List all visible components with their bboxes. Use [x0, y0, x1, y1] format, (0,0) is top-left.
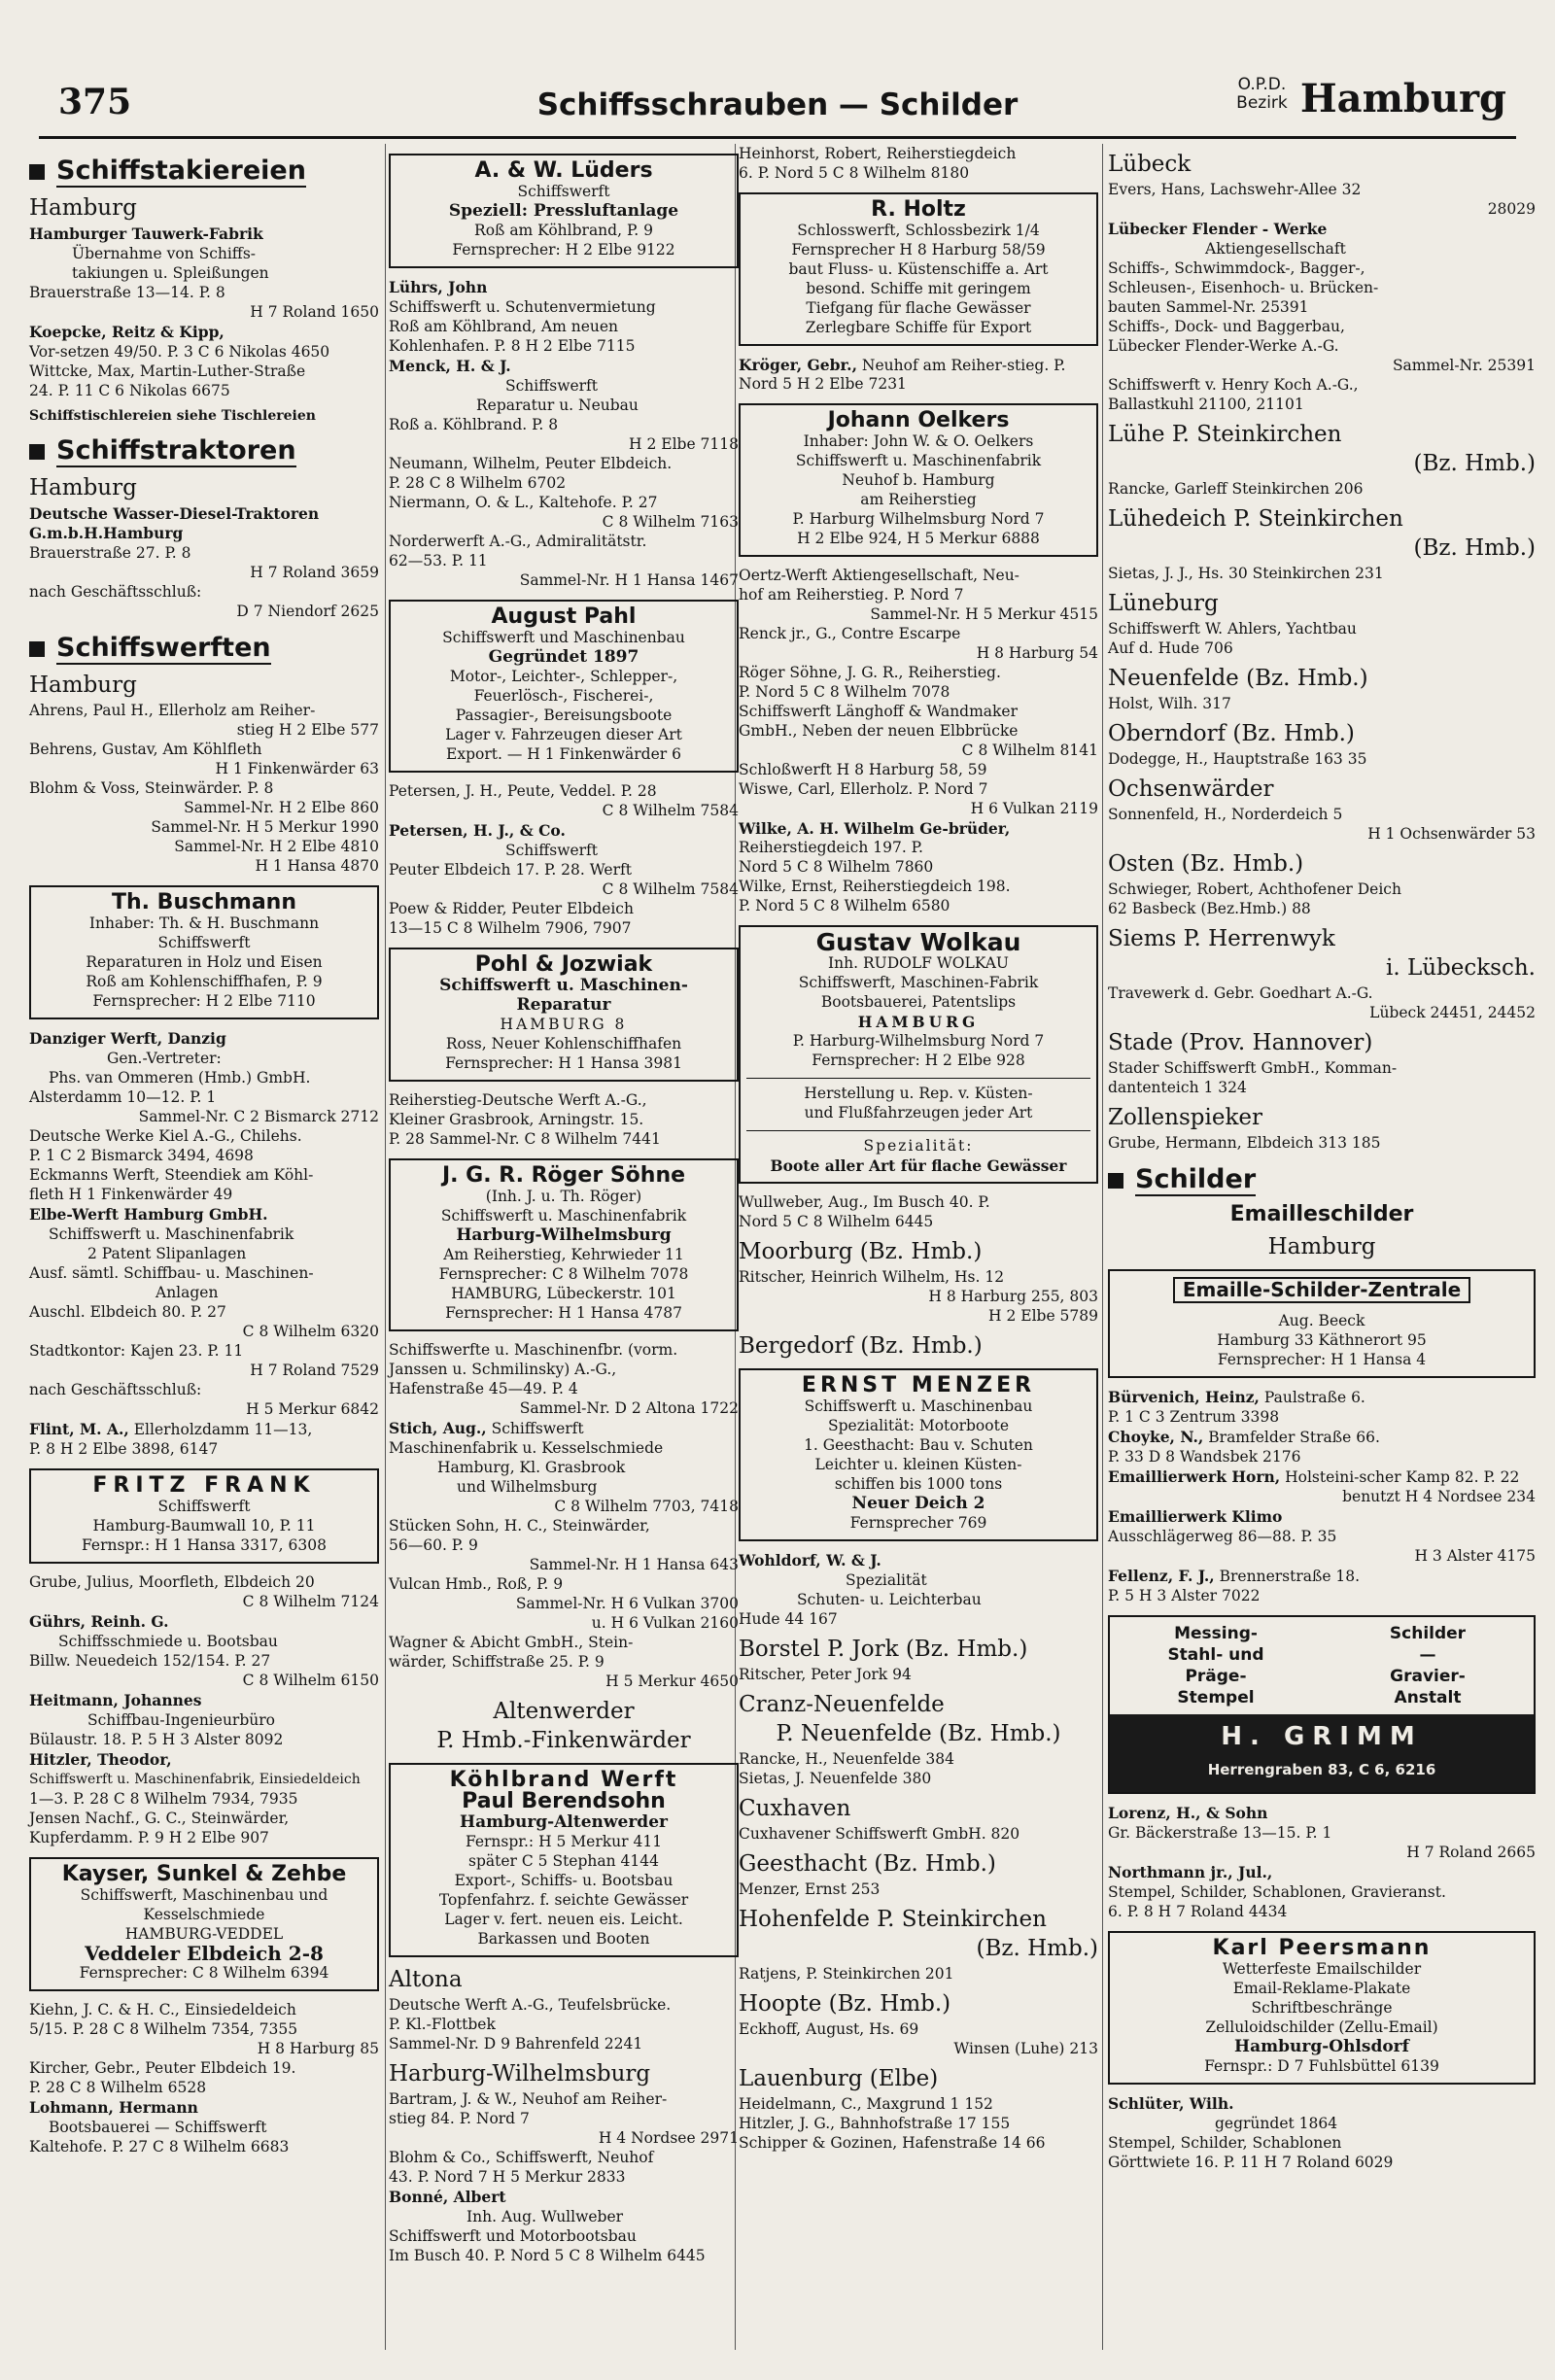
listing-entry: Heitmann, Johannes	[29, 1691, 202, 1709]
listing-entry: Deutsche Werft A.-G., Teufelsbrücke.	[389, 1996, 672, 2014]
listing-entry: Rancke, Garleff Steinkirchen 206	[1108, 480, 1364, 498]
listing-entry: Lübecker Flender-Werke A.-G.	[1108, 337, 1339, 355]
place-heading: P. Neuenfelde (Bz. Hmb.)	[776, 1721, 1061, 1746]
listing-entry: gegründet 1864	[1215, 2115, 1338, 2132]
listing-entry: Ausschlägerweg 86—88. P. 35	[1108, 1528, 1337, 1545]
listing-entry: Phs. van Ommeren (Hmb.) GmbH.	[49, 1069, 311, 1087]
section-heading: Schiffstakiereien	[29, 155, 379, 188]
listing-entry: Deutsche Werke Kiel A.-G., Chilehs.	[29, 1127, 302, 1145]
listing-entry: Anlagen	[156, 1284, 219, 1301]
listing-entry: Schiffswerft	[505, 842, 599, 859]
page-title: Schiffsschrauben — Schilder	[536, 87, 1019, 122]
listing-entry: H 5 Merkur 4650	[605, 1673, 739, 1690]
listing-entry: Neumann, Wilhelm, Peuter Elbdeich.	[389, 455, 673, 472]
listing-entry: P. 1 C 2 Bismarck 3494, 4698	[29, 1147, 254, 1164]
listing-entry: Schiffsschmiede u. Bootsbau	[58, 1633, 278, 1650]
place-heading: Harburg-Wilhelmsburg	[389, 2061, 651, 2087]
listing-entry: Menzer, Ernst 253	[739, 1880, 881, 1898]
listing-entry: P. 8 H 2 Elbe 3898, 6147	[29, 1440, 219, 1458]
listing-entry: Hude 44 167	[739, 1610, 838, 1628]
listing-entry: Kohlenhafen. P. 8 H 2 Elbe 7115	[389, 337, 636, 355]
place-heading: Lüneburg	[1108, 591, 1219, 616]
listing-entry: Billw. Neuedeich 152/154. P. 27	[29, 1652, 271, 1670]
listing-entry: Heinhorst, Robert, Reiherstiegdeich	[739, 145, 1017, 162]
section-heading: Schiffstraktoren	[29, 435, 379, 467]
listing-entry: Choyke, N., Bramfelder Straße 66.	[1108, 1428, 1380, 1446]
section-heading: Schilder	[1108, 1164, 1536, 1196]
listing-entry: Schiffswerft W. Ahlers, Yachtbau	[1108, 620, 1357, 638]
section-bullet-icon	[1108, 1173, 1123, 1189]
listing-entry: Winsen (Luhe) 213	[953, 2040, 1098, 2057]
listing-entry: Görttwiete 16. P. 11 H 7 Roland 6029	[1108, 2154, 1394, 2171]
listing-entry: Wilke, A. H. Wilhelm Ge-brüder, Reiherstiegdeich 197. P.	[739, 819, 1011, 856]
place-heading: Cuxhaven	[739, 1796, 851, 1821]
place-heading: Hamburg	[29, 673, 137, 698]
listing-entry: und Wilhelmsburg	[457, 1478, 598, 1496]
listing-entry: hof am Reiherstieg. P. Nord 7	[739, 586, 964, 604]
listing-entry: Sonnenfeld, H., Norderdeich 5	[1108, 806, 1343, 823]
listing-entry: Sammel-Nr. H 5 Merkur 1990	[151, 818, 379, 836]
listing-entry: C 8 Wilhelm 7584	[602, 802, 739, 819]
listing-entry: P. Nord 5 C 8 Wilhelm 7078	[739, 683, 950, 701]
listing-entry: D 7 Niendorf 2625	[236, 603, 379, 620]
place-heading: Ochsenwärder	[1108, 776, 1274, 802]
listing-entry: Ausf. sämtl. Schiffbau- u. Maschinen-	[29, 1264, 314, 1282]
listing-entry: Emaillierwerk Horn, Holsteini-scher Kamp 82. P. 22	[1108, 1467, 1520, 1486]
listing-entry: Aktiengesellschaft	[1205, 240, 1346, 258]
column-2	[389, 144, 739, 2266]
listing-entry: Sammel-Nr. H 1 Hansa 1467	[519, 571, 739, 589]
listing-entry: C 8 Wilhelm 6150	[242, 1672, 379, 1689]
place-heading: (Bz. Hmb.)	[1413, 451, 1536, 476]
place-heading: Hamburg	[1267, 1234, 1376, 1259]
place-heading: Lübeck	[1108, 152, 1192, 177]
listing-entry: Rancke, H., Neuenfelde 384	[739, 1750, 954, 1768]
listing-entry: Schlüter, Wilh.	[1108, 2094, 1234, 2113]
listing-entry: Inh. Aug. Wullweber	[466, 2208, 624, 2225]
listing-entry: Deutsche Wasser-Diesel-Traktoren G.m.b.H.Hamburg	[29, 504, 320, 542]
listing-entry: H 7 Roland 3659	[250, 564, 379, 581]
listing-entry: Roß a. Köhlbrand. P. 8	[389, 416, 559, 433]
place-heading: Geesthacht (Bz. Hmb.)	[739, 1851, 996, 1877]
listing-entry: Sammel-Nr. H 5 Merkur 4515	[870, 605, 1098, 623]
listing-entry: P. 28 C 8 Wilhelm 6528	[29, 2079, 207, 2096]
cross-reference: Schiffstischlereien siehe Tischlereien	[29, 408, 316, 424]
listing-entry: Petersen, H. J., & Co.	[389, 821, 566, 840]
listing-entry: Flint, M. A., Ellerholzdamm 11—13,	[29, 1420, 313, 1438]
listing-entry: Sietas, J. J., Hs. 30 Steinkirchen 231	[1108, 565, 1384, 582]
listing-entry: Vulcan Hmb., Roß, P. 9	[389, 1575, 564, 1593]
listing-entry: Stadtkontor: Kajen 23. P. 11	[29, 1342, 244, 1360]
listing-entry: Sammel-Nr. D 9 Bahrenfeld 2241	[389, 2035, 643, 2052]
listing-entry: 62—53. P. 11	[389, 552, 488, 569]
listing-entry: H 2 Elbe 5789	[988, 1307, 1098, 1325]
place-heading: Cranz-Neuenfelde	[739, 1692, 945, 1717]
listing-entry: 43. P. Nord 7 H 5 Merkur 2833	[389, 2168, 626, 2186]
listing-entry: Stempel, Schilder, Schablonen	[1108, 2134, 1342, 2152]
listing-entry: Gen.-Vertreter:	[107, 1050, 222, 1067]
place-heading: Bergedorf (Bz. Hmb.)	[739, 1333, 983, 1359]
listing-entry: Reiherstieg-Deutsche Werft A.-G.,	[389, 1091, 647, 1109]
listing-entry: Schiffs-, Schwimmdock-, Bagger-,	[1108, 259, 1365, 277]
place-heading: P. Hmb.-Finkenwärder	[436, 1728, 691, 1753]
listing-entry: Eckmanns Werft, Steendiek am Köhl-	[29, 1166, 314, 1184]
listing-entry: Übernahme von Schiffs-	[72, 245, 257, 262]
listing-entry: Oertz-Werft Aktiengesellschaft, Neu-	[739, 567, 1019, 584]
place-heading: Altenwerder	[493, 1699, 635, 1724]
listing-entry: Schiffs-, Dock- und Baggerbau,	[1108, 318, 1345, 335]
place-heading: Hoopte (Bz. Hmb.)	[739, 1991, 951, 2017]
listing-entry: H 7 Roland 7529	[250, 1362, 379, 1379]
listing-entry: Bürvenich, Heinz, Paulstraße 6.	[1108, 1388, 1365, 1406]
section-bullet-icon	[29, 444, 45, 460]
column-divider	[1102, 144, 1103, 2350]
place-heading: Lühedeich P. Steinkirchen	[1108, 506, 1403, 532]
listing-entry: H 1 Ochsenwärder 53	[1367, 825, 1536, 843]
place-heading: Zollenspieker	[1108, 1105, 1263, 1130]
advertisement-box: R. Holtz Schlosswerft, Schlossbezirk 1/4 Fernsprecher H 8 Harburg 58/59 baut Fluss- u. Küstenschiffe a. Art besond. Schiffe mit geringem Tiefgang für flache Gewässer Zerlegbare Schiffe für Export	[739, 192, 1098, 346]
listing-entry: Schiffswerft Länghoff & Wandmaker	[739, 703, 1019, 720]
listing-entry: P. Nord 5 C 8 Wilhelm 6580	[739, 897, 950, 914]
listing-entry: Janssen u. Schmilinsky) A.-G.,	[389, 1361, 617, 1378]
advertisement-box: Karl Peersmann Wetterfeste Emailschilder Email-Reklame-Plakate Schriftbeschränge Zelluloidschilder (Zellu-Email) Hamburg-Ohlsdorf Fernspr.: D 7 Fuhlsbüttel 6139	[1108, 1931, 1536, 2085]
listing-entry: Schuten- u. Leichterbau	[797, 1591, 982, 1608]
listing-entry: Schiffswerft u. Maschinenfabrik	[49, 1225, 294, 1243]
header-city: Hamburg	[1299, 76, 1506, 121]
listing-entry: 6. P. 8 H 7 Roland 4434	[1108, 1903, 1288, 1920]
listing-entry: Nord 5 C 8 Wilhelm 6445	[739, 1213, 934, 1230]
listing-entry: Wilke, Ernst, Reiherstiegdeich 198.	[739, 878, 1011, 895]
listing-entry: P. Kl.-Flottbek	[389, 2016, 496, 2033]
listing-entry: Renck jr., G., Contre Escarpe	[739, 625, 961, 642]
listing-entry: bauten Sammel-Nr. 25391	[1108, 298, 1309, 316]
listing-entry: Bartram, J. & W., Neuhof am Reiher-	[389, 2090, 668, 2108]
advertisement-box: August Pahl Schiffswerft und Maschinenbau Gegründet 1897 Motor-, Leichter-, Schlepper-, Feuerlösch-, Fischerei-, Passagier-, Bereisungsboote Lager v. Fahrzeugen dieser Art Export. — H 1 Finkenwärder 6	[389, 600, 739, 773]
listing-entry: Brauerstraße 27. P. 8	[29, 544, 191, 562]
listing-entry: Hitzler, Theodor,	[29, 1750, 172, 1769]
place-heading: Hamburg	[29, 195, 137, 221]
listing-entry: H 8 Harburg 255, 803	[928, 1288, 1098, 1305]
listing-entry: Sammel-Nr. H 2 Elbe 4810	[174, 838, 379, 855]
listing-entry: C 8 Wilhelm 7163	[602, 513, 739, 531]
listing-entry: Auschl. Elbdeich 80. P. 27	[29, 1303, 226, 1321]
listing-entry: 2 Patent Slipanlagen	[87, 1245, 247, 1262]
listing-entry: Gr. Bäckerstraße 13—15. P. 1	[1108, 1824, 1332, 1842]
advertisement-box: A. & W. Lüders Schiffswerft Speziell: Pressluftanlage Roß am Köhlbrand, P. 9 Fernsprecher: H 2 Elbe 9122	[389, 154, 739, 268]
listing-entry: Auf d. Hude 706	[1108, 639, 1233, 657]
listing-entry: Vor-setzen 49/50. P. 3 C 6 Nikolas 4650	[29, 343, 330, 361]
header-rule	[39, 136, 1516, 139]
listing-entry: Koepcke, Reitz & Kipp,	[29, 323, 225, 341]
listing-entry: Brauerstraße 13—14. P. 8	[29, 284, 225, 301]
listing-entry: Kircher, Gebr., Peuter Elbdeich 19.	[29, 2059, 296, 2077]
listing-entry: Reparatur u. Neubau	[476, 397, 639, 414]
listing-entry: Schiffswerft	[505, 377, 599, 395]
place-heading: Oberndorf (Bz. Hmb.)	[1108, 721, 1355, 746]
listing-entry: 62 Basbeck (Bez.Hmb.) 88	[1108, 900, 1311, 917]
listing-entry: Holst, Wilh. 317	[1108, 695, 1231, 712]
section-bullet-icon	[29, 164, 45, 180]
advertisement-box: Gustav Wolkau Inh. RUDOLF WOLKAU Schiffswerft, Maschinen-Fabrik Bootsbauerei, Patentslips HAMBURG P. Harburg-Wilhelmsburg Nord 7 Fernsprecher: H 2 Elbe 928 Herstellung u. Rep. v. Küsten- und Flußfahrzeugen jeder Art Spezialität: Boote aller Art für flache Gewässer	[739, 925, 1098, 1184]
listing-entry: 56—60. P. 9	[389, 1536, 478, 1554]
listing-entry: Menck, H. & J.	[389, 357, 511, 375]
listing-entry: C 8 Wilhelm 7703, 7418	[554, 1498, 739, 1515]
listing-entry: Schleusen-, Eisenhoch- u. Brücken-	[1108, 279, 1379, 296]
listing-entry: Behrens, Gustav, Am Köhlfleth	[29, 741, 262, 758]
listing-entry: H 2 Elbe 7118	[629, 435, 739, 453]
listing-entry: Schiffbau-Ingenieurbüro	[87, 1711, 275, 1729]
place-heading: Lauenburg (Elbe)	[739, 2066, 939, 2091]
advertisement-box: Th. Buschmann Inhaber: Th. & H. Buschmann Schiffswerft Reparaturen in Holz und Eisen Roß am Kohlenschiffhafen, P. 9 Fernsprecher: H 2 Elbe 7110	[29, 885, 379, 1019]
listing-entry: H 1 Finkenwärder 63	[215, 760, 379, 777]
listing-entry: Travewerk d. Gebr. Goedhart A.-G.	[1108, 984, 1373, 1002]
listing-entry: Bonné, Albert	[389, 2188, 506, 2206]
place-heading: Moorburg (Bz. Hmb.)	[739, 1239, 983, 1264]
place-heading: i. Lübecksch.	[1385, 955, 1536, 981]
listing-entry: Nord 5 C 8 Wilhelm 7860	[739, 858, 934, 876]
listing-entry: H 7 Roland 2665	[1406, 1844, 1536, 1861]
advertisement-box: ERNST MENZER Schiffswerft u. Maschinenbau Spezialität: Motorboote 1. Geesthacht: Bau v. Schuten Leichter u. kleinen Küsten- schiffen bis 1000 tons Neuer Deich 2 Fernsprecher 769	[739, 1368, 1098, 1541]
advertisement-box: Johann Oelkers Inhaber: John W. & O. Oelkers Schiffswerft u. Maschinenfabrik Neuhof b. Hamburg am Reiherstieg P. Harburg Wilhelmsburg Nord 7 H 2 Elbe 924, H 5 Merkur 6888	[739, 403, 1098, 557]
listing-entry: C 8 Wilhelm 7124	[242, 1593, 379, 1610]
listing-entry: Sammel-Nr. H 2 Elbe 860	[184, 799, 379, 816]
place-heading: (Bz. Hmb.)	[1413, 535, 1536, 561]
listing-entry: Kleiner Grasbrook, Arningstr. 15.	[389, 1111, 644, 1128]
listing-entry: Sammel-Nr. C 2 Bismarck 2712	[138, 1108, 379, 1125]
listing-entry: Poew & Ridder, Peuter Elbdeich	[389, 900, 634, 917]
listing-entry: Norderwerft A.-G., Admiralitätstr.	[389, 533, 647, 550]
listing-entry: takiungen u. Spleißungen	[72, 264, 269, 282]
listing-entry: stieg 84. P. Nord 7	[389, 2110, 530, 2127]
listing-entry: Schiffswerft und Motorbootsbau	[389, 2227, 637, 2245]
listing-entry: Sammel-Nr. D 2 Altona 1722	[519, 1399, 739, 1417]
listing-entry: 13—15 C 8 Wilhelm 7906, 7907	[389, 919, 632, 937]
listing-entry: fleth H 1 Finkenwärder 49	[29, 1186, 233, 1203]
listing-entry: Heidelmann, C., Maxgrund 1 152	[739, 2095, 993, 2113]
listing-entry: Stader Schiffswerft GmbH., Komman-	[1108, 1059, 1398, 1077]
advertisement-box: Kayser, Sunkel & Zehbe Schiffswerft, Maschinenbau und Kesselschmiede HAMBURG-VEDDEL Veddeler Elbdeich 2-8 Fernsprecher: C 8 Wilhelm 6394	[29, 1857, 379, 1991]
listing-entry: C 8 Wilhelm 8141	[961, 742, 1098, 759]
listing-entry: Blohm & Voss, Steinwärder. P. 8	[29, 779, 274, 797]
listing-entry: Schiffswerfte u. Maschinenfbr. (vorm.	[389, 1341, 678, 1359]
listing-entry: Bootsbauerei — Schiffswerft	[49, 2119, 267, 2136]
place-heading: (Bz. Hmb.)	[976, 1936, 1098, 1961]
listing-entry: Wullweber, Aug., Im Busch 40. P.	[739, 1193, 990, 1211]
listing-entry: Hamburg, Kl. Grasbrook	[437, 1459, 626, 1476]
listing-entry: Lübeck 24451, 24452	[1369, 1004, 1536, 1021]
listing-entry: Dodegge, H., Hauptstraße 163 35	[1108, 750, 1367, 768]
listing-entry: Ballastkuhl 21100, 21101	[1108, 396, 1304, 413]
advertisement-box: J. G. R. Röger Söhne (Inh. J. u. Th. Röger) Schiffswerft u. Maschinenfabrik Harburg-Wilhelmsburg Am Reiherstieg, Kehrwieder 11 Fernsprecher: C 8 Wilhelm 7078 HAMBURG, Lübeckerstr. 101 Fernsprecher: H 1 Hansa 4787	[389, 1158, 739, 1331]
listing-entry: Gührs, Reinh. G.	[29, 1612, 169, 1631]
page-number: 375	[58, 82, 132, 122]
listing-entry: H 4 Nordsee 2971	[598, 2129, 739, 2147]
listing-entry: Fellenz, F. J., Brennerstraße 18.	[1108, 1567, 1361, 1585]
listing-entry: Wittcke, Max, Martin-Luther-Straße	[29, 362, 306, 380]
listing-entry: Schiffswerft u. Schutenvermietung	[389, 298, 656, 316]
listing-entry: C 8 Wilhelm 6320	[242, 1323, 379, 1340]
listing-entry: Ratjens, P. Steinkirchen 201	[739, 1965, 954, 1983]
listing-entry: 5/15. P. 28 C 8 Wilhelm 7354, 7355	[29, 2020, 298, 2038]
listing-entry: GmbH., Neben der neuen Elbbrücke	[739, 722, 1019, 740]
listing-entry: Kiehn, J. C. & H. C., Einsiedeldeich	[29, 2001, 296, 2018]
listing-entry: Evers, Hans, Lachswehr-Allee 32	[1108, 181, 1362, 198]
listing-entry: P. 28 C 8 Wilhelm 6702	[389, 474, 567, 492]
advertisement-box: Pohl & Jozwiak Schiffswerft u. Maschinen- Reparatur HAMBURG 8 Ross, Neuer Kohlenschiffhafen Fernsprecher: H 1 Hansa 3981	[389, 948, 739, 1082]
column-1	[29, 144, 379, 2157]
listing-entry: 6. P. Nord 5 C 8 Wilhelm 8180	[739, 164, 970, 182]
opd-label: O.P.D. Bezirk	[1236, 75, 1288, 113]
listing-entry: Spezialität	[846, 1571, 927, 1589]
listing-entry: Lorenz, H., & Sohn	[1108, 1804, 1268, 1822]
listing-entry: Petersen, J. H., Peute, Veddel. P. 28	[389, 782, 657, 800]
listing-entry: Hitzler, J. G., Bahnhofstraße 17 155	[739, 2115, 1011, 2132]
listing-entry: Ritscher, Heinrich Wilhelm, Hs. 12	[739, 1268, 1005, 1286]
listing-entry: H 8 Harburg 54	[976, 644, 1098, 662]
column-divider	[385, 144, 386, 2350]
listing-entry: Jensen Nachf., G. C., Steinwärder,	[29, 1810, 290, 1827]
place-heading: Altona	[389, 1967, 463, 1992]
listing-entry: Im Busch 40. P. Nord 5 C 8 Wilhelm 6445	[389, 2247, 706, 2264]
advertisement-box: Emaille-Schilder-Zentrale Aug. Beeck Hamburg 33 Käthnerort 95 Fernsprecher: H 1 Hansa 4	[1108, 1269, 1536, 1378]
listing-entry: P. 28 Sammel-Nr. C 8 Wilhelm 7441	[389, 1130, 661, 1148]
listing-entry: Stempel, Schilder, Schablonen, Gravieranst.	[1108, 1883, 1446, 1901]
listing-entry: Schiffswerft u. Maschinenfabrik, Einsiedeldeich	[29, 1772, 361, 1787]
listing-entry: H 8 Harburg 85	[257, 2040, 379, 2057]
listing-entry: Schloßwerft H 8 Harburg 58, 59	[739, 761, 987, 778]
listing-entry: Bülaustr. 18. P. 5 H 3 Alster 8092	[29, 1731, 284, 1748]
listing-entry: Elbe-Werft Hamburg GmbH.	[29, 1205, 268, 1224]
listing-entry: Grube, Julius, Moorfleth, Elbdeich 20	[29, 1573, 315, 1591]
listing-entry: P. 1 C 3 Zentrum 3398	[1108, 1408, 1280, 1426]
place-heading: Hohenfelde P. Steinkirchen	[739, 1907, 1047, 1932]
listing-entry: H 1 Hansa 4870	[255, 857, 379, 875]
listing-entry: Kupferdamm. P. 9 H 2 Elbe 907	[29, 1829, 269, 1846]
listing-entry: Kröger, Gebr., Neuhof am Reiher-stieg. P. Nord 5 H 2 Elbe 7231	[739, 356, 1066, 393]
listing-entry: P. 33 D 8 Wandsbek 2176	[1108, 1448, 1301, 1466]
place-heading: Hamburg	[29, 475, 137, 500]
listing-entry: P. 5 H 3 Alster 7022	[1108, 1587, 1261, 1604]
section-bullet-icon	[29, 641, 45, 657]
listing-entry: Peuter Elbdeich 17. P. 28. Werft	[389, 861, 632, 879]
column-4	[1108, 144, 1536, 2173]
listing-entry: Sammel-Nr. H 1 Hansa 643	[529, 1556, 739, 1573]
listing-entry: Sietas, J. Neuenfelde 380	[739, 1770, 932, 1787]
listing-entry: Röger Söhne, J. G. R., Reiherstieg.	[739, 664, 1001, 681]
place-heading: Lühe P. Steinkirchen	[1108, 422, 1342, 447]
subsection-heading: Emailleschilder	[1229, 1202, 1414, 1226]
listing-entry: wärder, Schiffstraße 25. P. 9	[389, 1653, 605, 1671]
listing-entry: Hafenstraße 45—49. P. 4	[389, 1380, 578, 1397]
listing-entry: H 3 Alster 4175	[1414, 1547, 1536, 1565]
listing-entry: Roß am Köhlbrand, Am neuen	[389, 318, 619, 335]
listing-entry: C 8 Wilhelm 7584	[602, 880, 739, 898]
listing-entry: Schiffswerft v. Henry Koch A.-G.,	[1108, 376, 1359, 394]
listing-entry: Schwieger, Robert, Achthofener Deich	[1108, 880, 1401, 898]
listing-entry: Hamburger Tauwerk-Fabrik	[29, 224, 263, 243]
listing-entry: 1—3. P. 28 C 8 Wilhelm 7934, 7935	[29, 1790, 298, 1808]
listing-entry: Emaillierwerk Klimo	[1108, 1507, 1283, 1526]
listing-entry: Kaltehofe. P. 27 C 8 Wilhelm 6683	[29, 2138, 290, 2156]
listing-entry: Danziger Werft, Danzig	[29, 1029, 226, 1048]
listing-entry: H 5 Merkur 6842	[246, 1400, 379, 1418]
grimm-advertisement: Messing- Stahl- und Präge- Stempel Schilder — Gravier- Anstalt H. GRIMM Herrengraben 83, C 6, 6216	[1108, 1615, 1536, 1794]
advertisement-box: Köhlbrand Werft Paul Berendsohn Hamburg-Altenwerder Fernspr.: H 5 Merkur 411 später C 5 Stephan 4144 Export-, Schiffs- u. Bootsbau Topfenfahrz. f. seichte Gewässer Lager v. fert. neuen eis. Leicht. Barkassen und Booten	[389, 1763, 739, 1957]
listing-entry: Blohm & Co., Schiffswerft, Neuhof	[389, 2149, 654, 2166]
place-heading: Neuenfelde (Bz. Hmb.)	[1108, 666, 1368, 691]
listing-entry: u. H 6 Vulkan 2160	[591, 1614, 739, 1632]
listing-entry: nach Geschäftsschluß:	[29, 1381, 202, 1398]
listing-entry: nach Geschäftsschluß:	[29, 583, 202, 601]
page-header	[39, 70, 1516, 138]
listing-entry: Eckhoff, August, Hs. 69	[739, 2020, 919, 2038]
place-heading: Siems P. Herrenwyk	[1108, 926, 1335, 951]
listing-entry: Niermann, O. & L., Kaltehofe. P. 27	[389, 494, 658, 511]
column-3	[739, 144, 1098, 2154]
listing-entry: Lübecker Flender - Werke	[1108, 220, 1328, 238]
listing-entry: 28029	[1487, 200, 1536, 218]
listing-entry: stieg H 2 Elbe 577	[236, 721, 379, 739]
listing-entry: Schipper & Gozinen, Hafenstraße 14 66	[739, 2134, 1046, 2152]
section-heading: Schiffswerften	[29, 633, 379, 665]
listing-entry: Northmann jr., Jul.,	[1108, 1863, 1273, 1881]
listing-entry: Sammel-Nr. H 6 Vulkan 3700	[515, 1595, 739, 1612]
listing-entry: H 7 Roland 1650	[250, 303, 379, 321]
place-heading: Osten (Bz. Hmb.)	[1108, 851, 1304, 877]
listing-entry: 24. P. 11 C 6 Nikolas 6675	[29, 382, 230, 399]
listing-entry: Stich, Aug., Schiffswerft	[389, 1419, 584, 1437]
header-region	[1236, 76, 1506, 121]
listing-entry: Lohmann, Hermann	[29, 2098, 198, 2117]
place-heading: Borstel P. Jork (Bz. Hmb.)	[739, 1637, 1028, 1662]
listing-entry: Stücken Sohn, H. C., Steinwärder,	[389, 1517, 650, 1535]
listing-entry: Sammel-Nr. 25391	[1392, 357, 1536, 374]
listing-entry: Cuxhavener Schiffswerft GmbH. 820	[739, 1825, 1020, 1843]
listing-entry: Grube, Hermann, Elbdeich 313 185	[1108, 1134, 1381, 1152]
listing-entry: benutzt H 4 Nordsee 234	[1342, 1488, 1536, 1505]
listing-entry: Lührs, John	[389, 278, 488, 296]
listing-entry: Ritscher, Peter Jork 94	[739, 1666, 912, 1683]
listing-entry: Maschinenfabrik u. Kesselschmiede	[389, 1439, 664, 1457]
advertisement-box: FRITZ FRANK Schiffswerft Hamburg-Baumwall 10, P. 11 Fernspr.: H 1 Hansa 3317, 6308	[29, 1468, 379, 1564]
listing-entry: Wagner & Abicht GmbH., Stein-	[389, 1634, 634, 1651]
listing-entry: H 6 Vulkan 2119	[970, 800, 1098, 817]
listing-entry: Ahrens, Paul H., Ellerholz am Reiher-	[29, 702, 316, 719]
listing-entry: Wohldorf, W. & J.	[739, 1551, 881, 1569]
listing-entry: Alsterdamm 10—12. P. 1	[29, 1088, 217, 1106]
listing-entry: Wiswe, Carl, Ellerholz. P. Nord 7	[739, 780, 988, 798]
place-heading: Stade (Prov. Hannover)	[1108, 1030, 1373, 1055]
listing-entry: dantenteich 1 324	[1108, 1079, 1247, 1096]
